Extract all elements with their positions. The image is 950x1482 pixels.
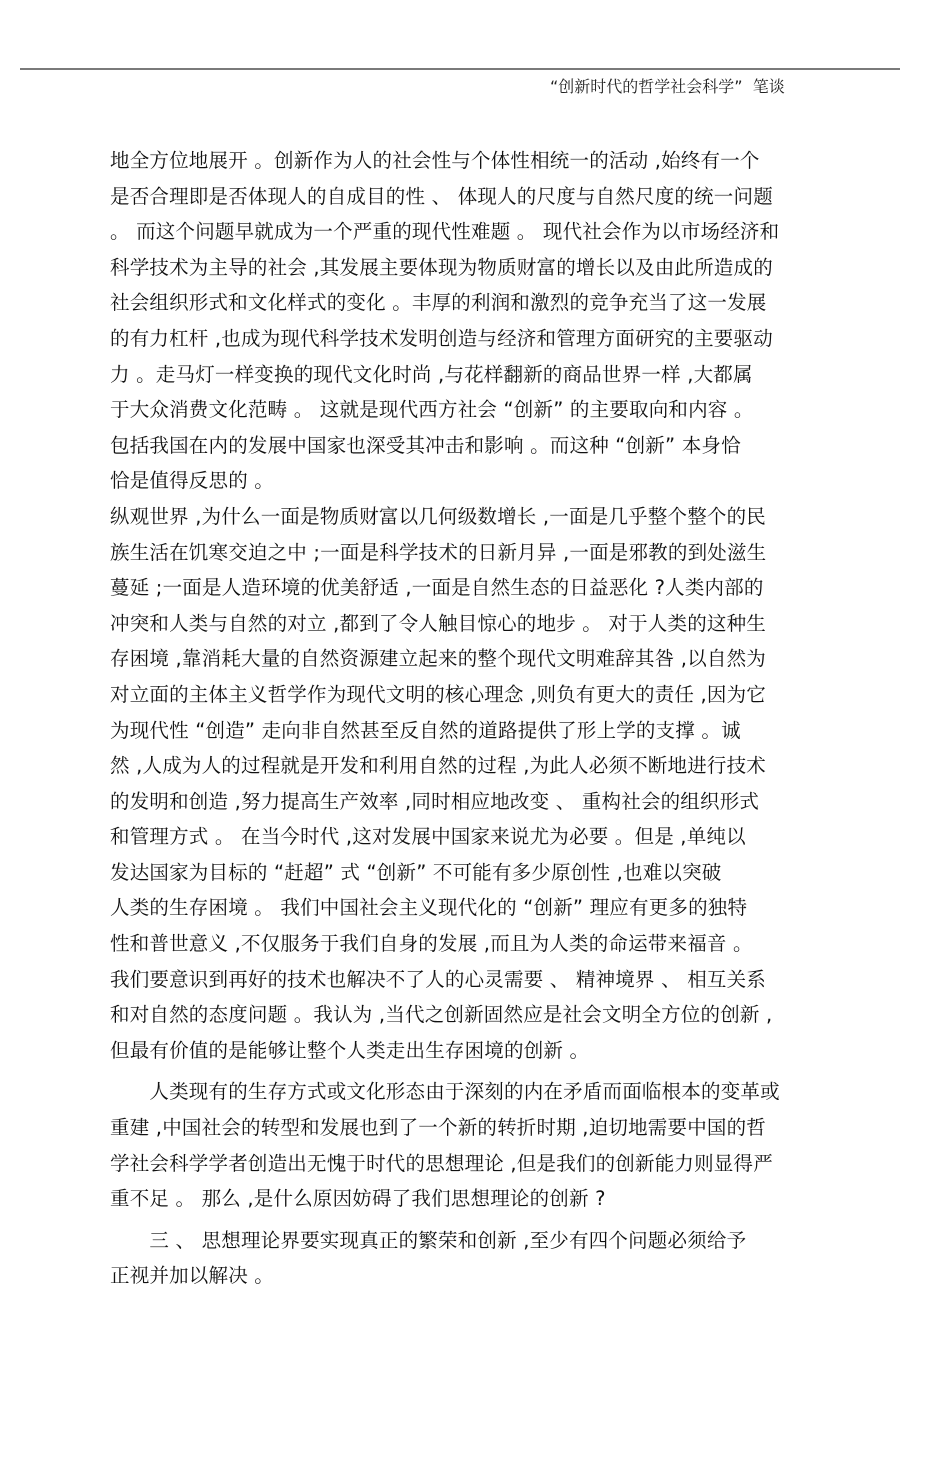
text-line: 但最有价值的是能够让整个人类走出生存困境的创新 。	[110, 1038, 590, 1062]
text-line: 是否合理即是否体现人的自成目的性 、 体现人的尺度与自然尺度的统一问题	[110, 184, 773, 208]
text-line: 发达国家为目标的 “赶超” 式 “创新” 不可能有多少原创性 ,也难以突破	[110, 860, 722, 884]
text-line: 冲突和人类与自然的对立 ,都到了令人触目惊心的地步 。 对于人类的这种生	[110, 611, 766, 635]
running-head: “创新时代的哲学社会科学” 笔谈	[550, 77, 785, 96]
text-line: 正视并加以解决 。	[110, 1264, 274, 1288]
text-line: 和管理方式 。 在当今时代 ,这对发展中国家来说尤为必要 。但是 ,单纯以	[110, 825, 746, 849]
article-body	[110, 143, 830, 1294]
text-line: 重建 ,中国社会的转型和发展也到了一个新的转折时期 ,迫切地需要中国的哲	[110, 1116, 766, 1140]
text-line: 于大众消费文化范畴 。 这就是现代西方社会 “创新” 的主要取向和内容 。	[110, 398, 754, 422]
text-line: 人类的生存困境 。 我们中国社会主义现代化的 “创新” 理应有更多的独特	[110, 896, 748, 920]
text-line: 包括我国在内的发展中国家也深受其冲击和影响 。而这种 “创新” 本身恰	[110, 433, 741, 457]
text-line: 蔓延 ;一面是人造环境的优美舒适 ,一面是自然生态的日益恶化 ?人类内部的	[110, 576, 764, 600]
text-line: 学社会科学学者创造出无愧于时代的思想理论 ,但是我们的创新能力则显得严	[110, 1151, 773, 1175]
text-line: 地全方位地展开 。创新作为人的社会性与个体性相统一的活动 ,始终有一个	[110, 149, 760, 172]
text-line: 存困境 ,靠消耗大量的自然资源建立起来的整个现代文明难辞其咎 ,以自然为	[110, 647, 766, 671]
section-heading-line: 三 、 思想理论界要实现真正的繁荣和创新 ,至少有四个问题必须给予	[110, 1228, 747, 1252]
text-line: 然 ,人成为人的过程就是开发和利用自然的过程 ,为此人必须不断地进行技术	[110, 754, 766, 778]
text-line: 的发明和创造 ,努力提高生产效率 ,同时相应地改变 、 重构社会的组织形式	[110, 789, 760, 813]
header-rule	[20, 68, 900, 70]
text-line: 的有力杠杆 ,也成为现代科学技术发明创造与经济和管理方面研究的主要驱动	[110, 326, 773, 350]
text-line: 社会组织形式和文化样式的变化 。丰厚的利润和激烈的竞争充当了这一发展	[110, 291, 767, 315]
text-line: 我们要意识到再好的技术也解决不了人的心灵需要 、 精神境界 、 相互关系	[110, 967, 766, 991]
text-line: 纵观世界 ,为什么一面是物质财富以几何级数增长 ,一面是几乎整个整个的民	[110, 504, 766, 528]
text-line: 。 而这个问题早就成为一个严重的现代性难题 。 现代社会作为以市场经济和	[110, 220, 780, 244]
text-line: 重不足 。 那么 ,是什么原因妨碍了我们思想理论的创新 ?	[110, 1187, 606, 1211]
text-line: 力 。走马灯一样变换的现代文化时尚 ,与花样翻新的商品世界一样 ,大都属	[110, 362, 753, 386]
text-line: 人类现有的生存方式或文化形态由于深刻的内在矛盾而面临根本的变革或	[110, 1080, 780, 1104]
text-line: 为现代性 “创造” 走向非自然甚至反自然的道路提供了形上学的支撑 。诚	[110, 718, 741, 742]
text-line: 和对自然的态度问题 。我认为 ,当代之创新固然应是社会文明全方位的创新 ,	[110, 1003, 773, 1027]
text-line: 恰是值得反思的 。	[110, 469, 274, 493]
text-line: 族生活在饥寒交迫之中 ;一面是科学技术的日新月异 ,一面是邪教的到处滋生	[110, 540, 767, 564]
text-line: 性和普世意义 ,不仅服务于我们自身的发展 ,而且为人类的命运带来福音 。	[110, 932, 753, 956]
text-line: 对立面的主体主义哲学作为现代文明的核心理念 ,则负有更大的责任 ,因为它	[110, 682, 766, 706]
text-line: 科学技术为主导的社会 ,其发展主要体现为物质财富的增长以及由此所造成的	[110, 255, 773, 279]
